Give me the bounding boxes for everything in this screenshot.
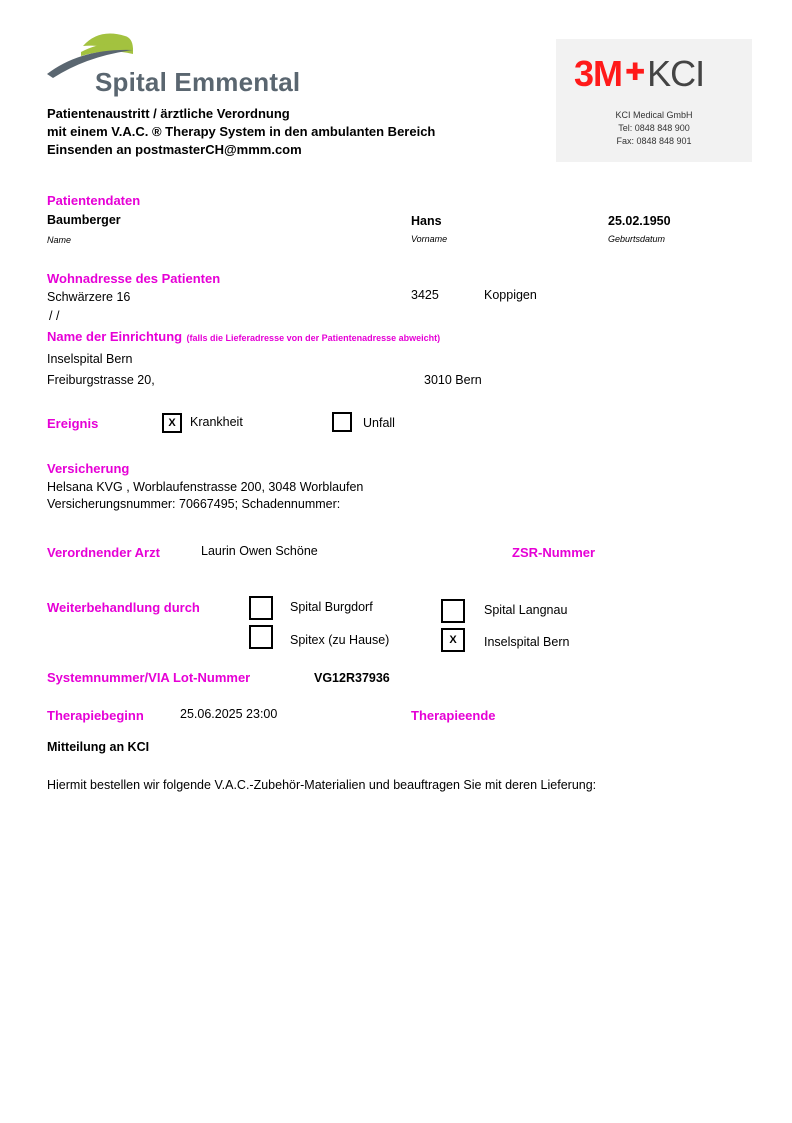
therapy-start-value: 25.06.2025 23:00 <box>180 707 278 721</box>
logo-text: Spital Emmental <box>95 67 301 97</box>
patient-birthdate: 25.02.1950 <box>608 214 671 228</box>
last-name-caption: Name <box>47 235 72 245</box>
first-name-caption: Vorname <box>411 234 448 244</box>
address-city: Koppigen <box>484 288 537 302</box>
institution-heading: Name der Einrichtung <box>47 329 183 344</box>
followup-heading: Weiterbehandlung durch <box>47 600 200 615</box>
system-heading: Systemnummer/VIA Lot-Nummer <box>47 670 251 685</box>
insurance-heading: Versicherung <box>47 461 130 476</box>
plus-icon: ✚ <box>625 59 645 86</box>
patient-heading: Patientendaten <box>47 193 141 208</box>
3m-mark: 3M <box>574 53 623 94</box>
label-unfall: Unfall <box>363 416 395 430</box>
kci-mark: KCI <box>647 53 705 94</box>
partner-logo-box <box>556 39 752 162</box>
checkbox-unfall[interactable] <box>332 412 352 432</box>
address-zip: 3425 <box>411 288 439 302</box>
message-text: Hiermit bestellen wir folgende V.A.C.-Zubehör-Materialien und beauftragen Sie mit deren Lieferung: <box>47 778 597 792</box>
institution-zip-city: 3010 Bern <box>424 373 482 387</box>
institution-name: Inselspital Bern <box>47 352 133 366</box>
doc-title-line1: Patientenaustritt / ärztliche Verordnung <box>47 106 290 121</box>
doc-title-line2: mit einem V.A.C. ® Therapy System in den ambulanten Bereich <box>47 124 436 139</box>
label-spital-langnau: Spital Langnau <box>484 603 568 617</box>
checkbox-inselspital-bern[interactable]: X <box>441 628 465 652</box>
therapy-end-heading: Therapieende <box>411 708 496 723</box>
physician-heading: Verordnender Arzt <box>47 545 160 560</box>
partner-tel: Tel: 0848 848 900 <box>618 123 690 133</box>
institution-note: (falls die Lieferadresse von der Patientenadresse abweicht) <box>186 333 441 343</box>
label-inselspital-bern: Inselspital Bern <box>484 635 570 649</box>
patient-last-name: Baumberger <box>47 213 121 227</box>
label-spitex: Spitex (zu Hause) <box>290 633 390 647</box>
insurance-line2: Versicherungsnummer: 70667495; Schadennummer: <box>47 497 341 511</box>
spital-emmental-logo <box>47 30 319 102</box>
label-krankheit: Krankheit <box>190 415 243 429</box>
3m-kci-logo <box>574 53 704 95</box>
address-extra: / / <box>49 309 60 323</box>
partner-company: KCI Medical GmbH <box>615 110 693 120</box>
message-heading: Mitteilung an KCI <box>47 740 150 754</box>
therapy-start-heading: Therapiebeginn <box>47 708 144 723</box>
checkbox-spital-burgdorf[interactable] <box>249 596 273 620</box>
checkbox-spitex[interactable] <box>249 625 273 649</box>
system-number: VG12R37936 <box>314 671 390 685</box>
event-heading: Ereignis <box>47 416 99 431</box>
address-heading: Wohnadresse des Patienten <box>47 271 221 286</box>
institution-heading-row <box>47 328 440 346</box>
label-spital-burgdorf: Spital Burgdorf <box>290 600 373 614</box>
insurance-line1: Helsana KVG , Worblaufenstrasse 200, 3048 Worblaufen <box>47 480 364 494</box>
physician-name: Laurin Owen Schöne <box>201 544 318 558</box>
institution-street: Freiburgstrasse 20, <box>47 373 155 387</box>
address-street: Schwärzere 16 <box>47 290 131 304</box>
checkbox-spital-langnau[interactable] <box>441 599 465 623</box>
partner-fax: Fax: 0848 848 901 <box>616 136 692 146</box>
checkbox-krankheit[interactable]: X <box>162 413 182 433</box>
birthdate-caption: Geburtsdatum <box>608 234 666 244</box>
zsr-heading: ZSR-Nummer <box>512 545 596 560</box>
patient-first-name: Hans <box>411 214 442 228</box>
doc-title-line3: Einsenden an postmasterCH@mmm.com <box>47 142 302 157</box>
